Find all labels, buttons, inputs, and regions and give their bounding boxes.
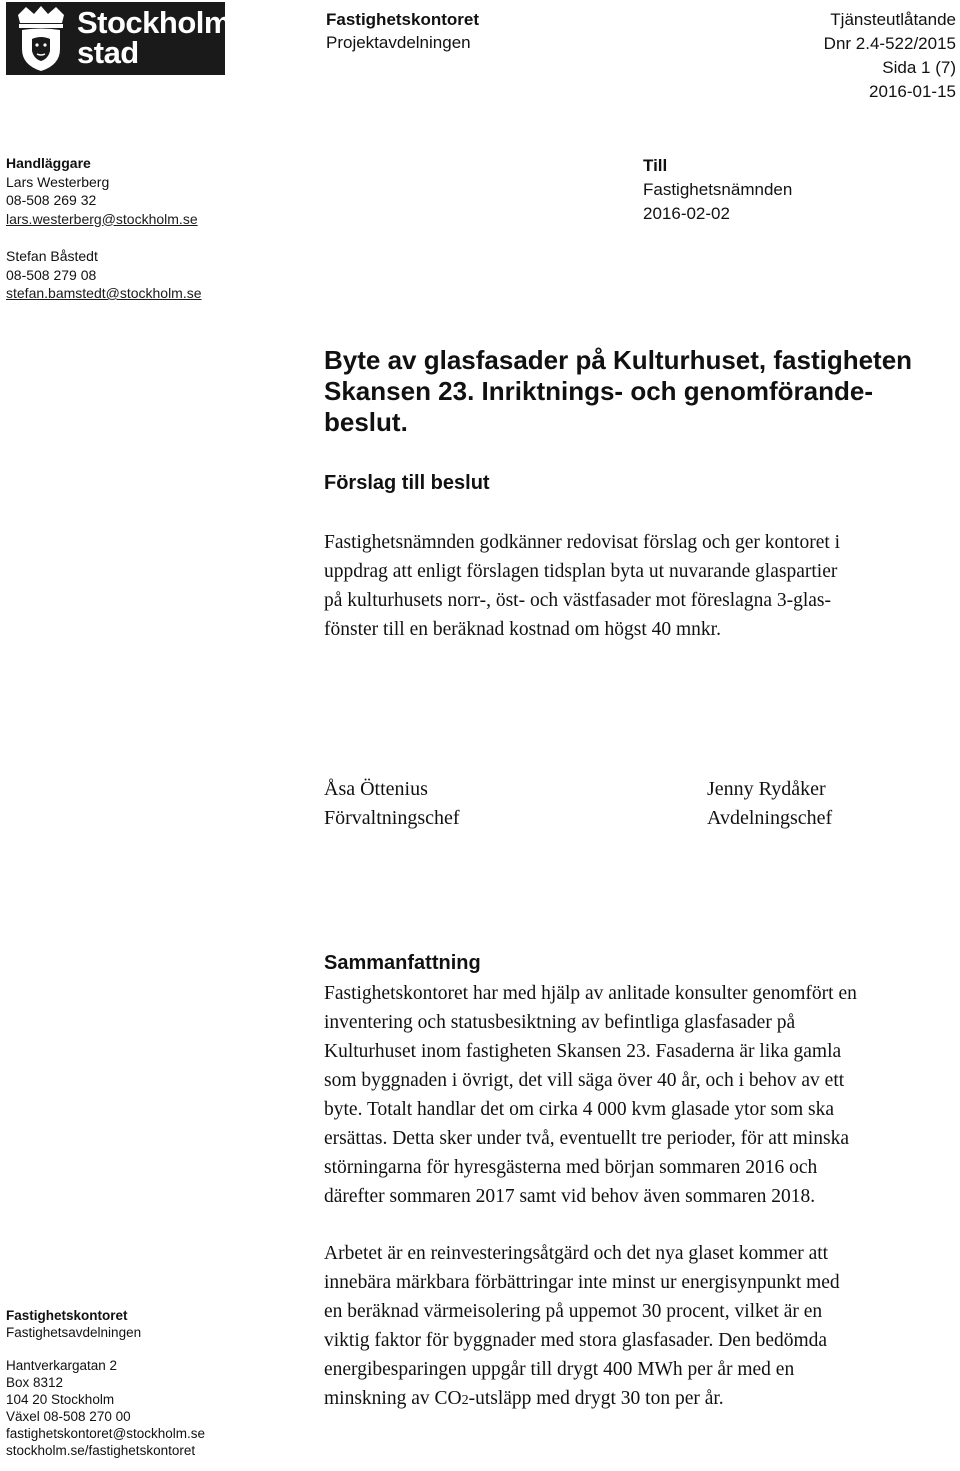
signatory-name: Jenny Rydåker xyxy=(707,778,826,800)
recipient-label: Till xyxy=(643,156,668,175)
paragraph-line: Fastighetskontoret har med hjälp av anlitade konsulter genomfört en xyxy=(324,983,857,1004)
paragraph-line: som byggnaden i övrigt, det vill säga över 40 år, och i behov av ett xyxy=(324,1070,845,1091)
contact-email-link[interactable]: lars.westerberg@stockholm.se xyxy=(6,210,198,227)
doc-page: Sida 1 (7) xyxy=(882,58,956,77)
paragraph-line: Fastighetsnämnden godkänner redovisat förslag och ger kontoret i xyxy=(324,532,841,553)
paragraph-line: därefter sommaren 2017 samt vid behov även sommaren 2018. xyxy=(324,1186,816,1207)
contact-phone: 08-508 279 08 xyxy=(6,266,97,283)
footer-org: Fastighetskontoret xyxy=(6,1308,128,1323)
footer-address-block xyxy=(6,1307,205,1459)
paragraph-line: ersättas. Detta sker under två, eventuellt tre perioder, för att minska xyxy=(324,1128,849,1149)
footer-phone: Växel 08-508 270 00 xyxy=(6,1409,131,1424)
title-line: Byte av glasfasader på Kulturhuset, fastigheten xyxy=(324,345,913,375)
summary-paragraph-2 xyxy=(324,1239,840,1415)
recipient-block xyxy=(643,154,792,226)
logo-line-1: Stockholms xyxy=(77,5,248,40)
contact-name: Stefan Båstedt xyxy=(6,248,98,264)
doc-dnr: Dnr 2.4-522/2015 xyxy=(823,34,956,53)
signature-2 xyxy=(707,775,832,833)
paragraph-line: uppdrag att enligt förslagen tidsplan byta ut nuvarande glaspartier xyxy=(324,561,838,582)
header-unit: Projektavdelningen xyxy=(326,33,471,52)
contact-name: Lars Westerberg xyxy=(6,173,110,190)
co2-text-before: minskning av CO xyxy=(324,1388,462,1409)
header-department: Fastighetskontoret xyxy=(326,10,480,29)
contacts-heading: Handläggare xyxy=(6,155,91,171)
contact-block-2 xyxy=(6,247,202,303)
contact-phone: 08-508 269 32 xyxy=(6,192,97,208)
recipient-name: Fastighetsnämnden xyxy=(643,180,793,199)
footer-email[interactable]: fastighetskontoret@stockholm.se xyxy=(6,1426,206,1441)
co2-subscript: 2 xyxy=(461,1393,469,1408)
stockholms-stad-logo xyxy=(6,2,248,75)
footer-website[interactable]: stockholm.se/fastighetskontoret xyxy=(6,1443,196,1458)
paragraph-line: innebära märkbara förbättringar inte minst ur energisynpunkt med xyxy=(324,1272,840,1293)
footer-address-line: Box 8312 xyxy=(6,1375,64,1390)
title-line: beslut. xyxy=(324,407,408,437)
paragraph-line: viktig faktor för byggnader med stora glasfasader. Den bedömda xyxy=(324,1330,828,1351)
document-title xyxy=(324,345,912,438)
paragraph-line-last xyxy=(324,1384,840,1415)
paragraph-line: Kulturhuset inom fastigheten Skansen 23. Fasaderna är lika gamla xyxy=(324,1041,842,1062)
co2-text-after: -utsläpp med drygt 30 ton per år. xyxy=(468,1388,724,1409)
paragraph-line: en beräknad värmeisolering på uppemot 30 procent, vilket är en xyxy=(324,1301,823,1322)
footer-address-line: 104 20 Stockholm xyxy=(6,1392,115,1407)
logo-wordmark xyxy=(77,5,248,70)
header-department-block xyxy=(326,8,479,54)
footer-unit: Fastighetsavdelningen xyxy=(6,1325,142,1340)
paragraph-line: byte. Totalt handlar det om cirka 4 000 kvm glasade ytor som ska xyxy=(324,1099,835,1120)
signatory-role: Förvaltningschef xyxy=(324,807,460,829)
crown-head-emblem-icon xyxy=(10,5,72,73)
title-line: Skansen 23. Inriktnings- och genomförande- xyxy=(324,376,873,406)
proposal-paragraph xyxy=(324,528,840,644)
recipient-date: 2016-02-02 xyxy=(643,204,730,223)
paragraph-line: inventering och statusbesiktning av befintliga glasfasader på xyxy=(324,1012,796,1033)
signatory-role: Avdelningschef xyxy=(707,807,833,829)
paragraph-line: Arbetet är en reinvesteringsåtgärd och det nya glaset kommer att xyxy=(324,1243,829,1264)
paragraph-line: störningarna för hyresgästerna med början sommaren 2016 och xyxy=(324,1157,818,1178)
summary-paragraph-1 xyxy=(324,979,857,1211)
paragraph-line: på kulturhusets norr-, öst- och västfasader mot föreslagna 3-glas- xyxy=(324,590,831,611)
doc-date: 2016-01-15 xyxy=(869,82,956,101)
proposal-heading: Förslag till beslut xyxy=(324,472,490,494)
signature-1 xyxy=(324,775,460,833)
contact-block-1 xyxy=(6,154,198,228)
header-document-info xyxy=(824,8,956,104)
logo-line-2: stad xyxy=(77,35,139,70)
paragraph-line: energibesparingen uppgår till drygt 400 MWh per år med en xyxy=(324,1359,795,1380)
doc-type: Tjänsteutlåtande xyxy=(830,10,956,29)
paragraph-line: fönster till en beräknad kostnad om högst 40 mnkr. xyxy=(324,619,721,640)
signatory-name: Åsa Öttenius xyxy=(324,778,428,800)
summary-heading: Sammanfattning xyxy=(324,952,481,974)
footer-address-line: Hantverkargatan 2 xyxy=(6,1358,118,1373)
contact-email-link[interactable]: stefan.bamstedt@stockholm.se xyxy=(6,285,202,301)
